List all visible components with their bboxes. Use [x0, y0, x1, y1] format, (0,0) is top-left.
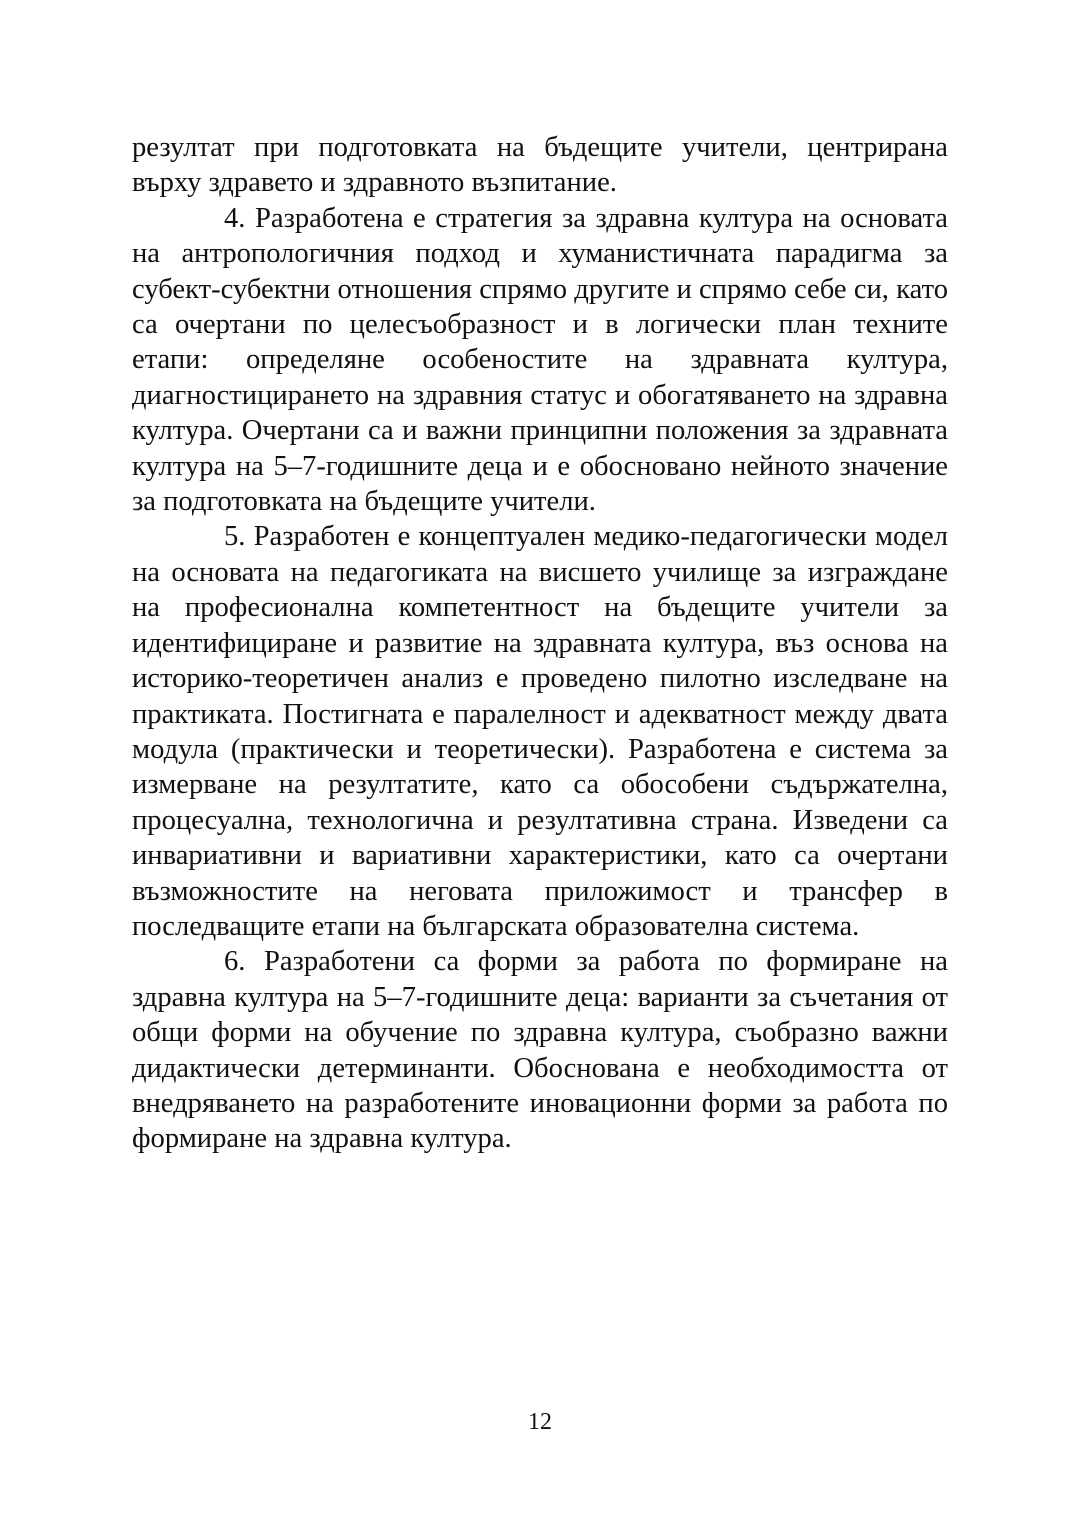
paragraph-item-6: 6. Разработени са форми за работа по формиране на здравна култура на 5–7-годишните деца: варианти за съчетания от общи форми на обучение по здравна култура, съобразно важни дидактически детерминанти. Обоснована е необходимостта от внедряването на разработените иновационни форми за работа по формиране на здравна култура. — [132, 946, 948, 1155]
paragraph-continuation: резултат при подготовката на бъдещите учители, центрирана върху здравето и здравното възпитание. — [132, 132, 948, 199]
body-text — [132, 130, 948, 1157]
paragraph-item-4: 4. Разработена е стратегия за здравна култура на основата на антропологичния подход и хуманистичната парадигма за субект-субектни отношения спрямо другите и спрямо себе си, като са очертани по целесъобразност и в логически план техните етапи: определяне особеностите на здравната култура, диагностицирането на здравния статус и обогатяването на здравна култура. Очертани са и важни принципни положения за здравната култура на 5–7-годишните деца и е обосновано нейното значение за подготовката на бъдещите учители. — [132, 202, 948, 518]
page-number: 12 — [528, 1409, 552, 1435]
paragraph-item-5: 5. Разработен е концептуален медико-педагогически модел на основата на педагогиката на висшето училище за изграждане на професионална компетентност на бъдещите учители за идентифициране и развитие на здравната култура, въз основа на историко-теоретичен анализ е проведено пилотно изследване на практиката. Постигната е паралелност и адекватност между двата модула (практически и теоретически). Разработена е система за измерване на резултатите, като са обособени съдържателна, процесуална, технологична и резултативна страна. Изведени са инвариативни и вариативни характеристики, като са очертани възможностите на неговата приложимост и трансфер в последващите етапи на българската образователна система. — [132, 521, 948, 942]
